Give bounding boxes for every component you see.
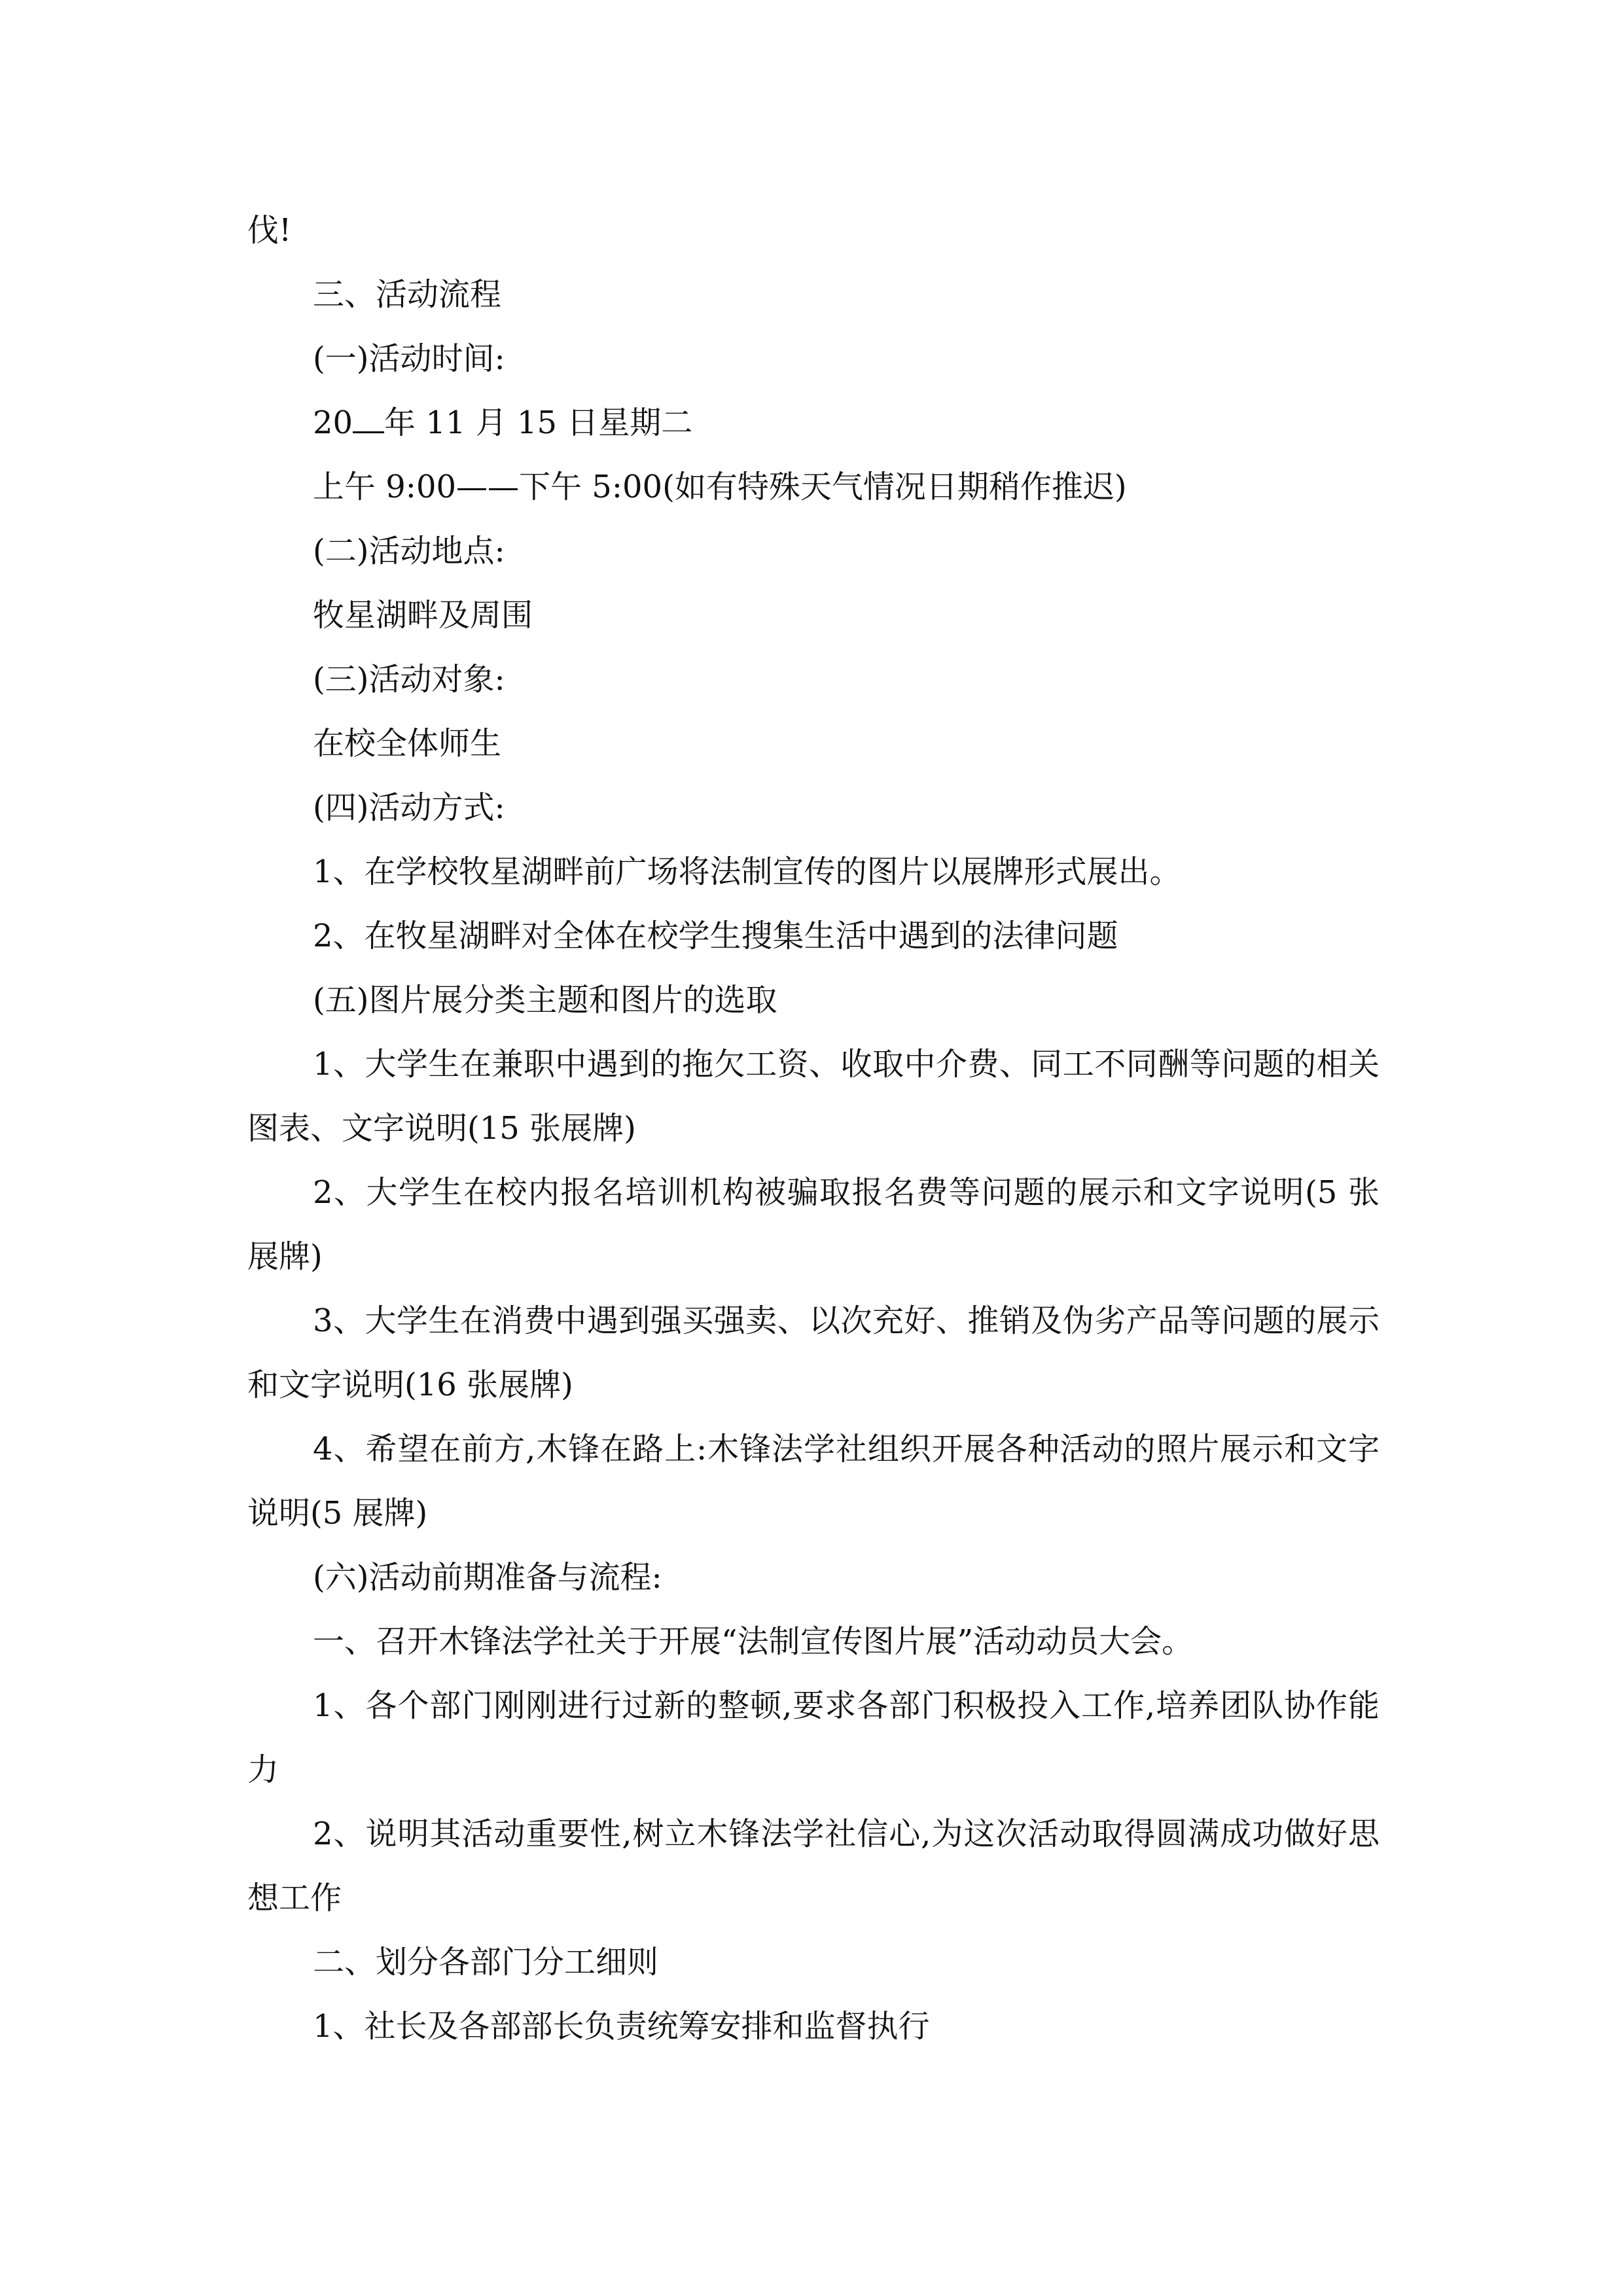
theme-item-3: 3、大学生在消费中遇到强买强卖、以次充好、推销及伪劣产品等问题的展示和文字说明(16 张展牌): [247, 1302, 1380, 1403]
subheading-activity-method: (四)活动方式:: [313, 789, 505, 826]
activity-date-rest: 年 11 月 15 日星期二: [384, 404, 693, 441]
activity-date-year-prefix: 20: [313, 404, 353, 441]
subheading-activity-audience: (三)活动对象:: [313, 661, 505, 698]
preparation-step-2-item-1: 1、社长及各部部长负责统筹安排和监督执行: [313, 2008, 930, 2045]
method-item-2: 2、在牧星湖畔对全体在校学生搜集生活中遇到的法律问题: [313, 918, 1118, 954]
preparation-step-1: 一、召开木锋法学社关于开展“法制宣传图片展”活动动员大会。: [313, 1623, 1194, 1660]
theme-item-1: 1、大学生在兼职中遇到的拖欠工资、收取中介费、同工不同酬等问题的相关图表、文字说明(15 张展牌): [247, 1046, 1380, 1147]
activity-date: [247, 391, 1380, 455]
preparation-step-1-item-1: 1、各个部门刚刚进行过新的整顿,要求各部门积极投入工作,培养团队协作能力: [247, 1687, 1380, 1788]
preparation-step-1-item-2: 2、说明其活动重要性,树立木锋法学社信心,为这次活动取得圆满成功做好思想工作: [247, 1816, 1380, 1916]
subheading-activity-location: (二)活动地点:: [313, 533, 505, 569]
section-heading-activity-flow: 三、活动流程: [313, 276, 502, 313]
method-item-1: 1、在学校牧星湖畔前广场将法制宣传的图片以展牌形式展出。: [313, 853, 1181, 890]
activity-audience: 在校全体师生: [313, 725, 502, 762]
subheading-preparation: (六)活动前期准备与流程:: [313, 1559, 662, 1596]
subheading-activity-time: (一)活动时间:: [313, 340, 505, 377]
paragraph-continuation: 伐!: [247, 212, 292, 249]
subheading-exhibition-themes: (五)图片展分类主题和图片的选取: [313, 982, 777, 1018]
theme-item-2: 2、大学生在校内报名培训机构被骗取报名费等问题的展示和文字说明(5 张展牌): [247, 1174, 1380, 1275]
activity-hours: 上午 9:00——下午 5:00(如有特殊天气情况日期稍作推迟): [313, 469, 1127, 505]
preparation-step-2: 二、划分各部门分工细则: [313, 1944, 659, 1981]
activity-location: 牧星湖畔及周围: [313, 597, 533, 634]
theme-item-4: 4、希望在前方,木锋在路上:木锋法学社组织开展各种活动的照片展示和文字说明(5 展牌): [247, 1431, 1380, 1532]
year-blank-underline: [353, 404, 384, 433]
